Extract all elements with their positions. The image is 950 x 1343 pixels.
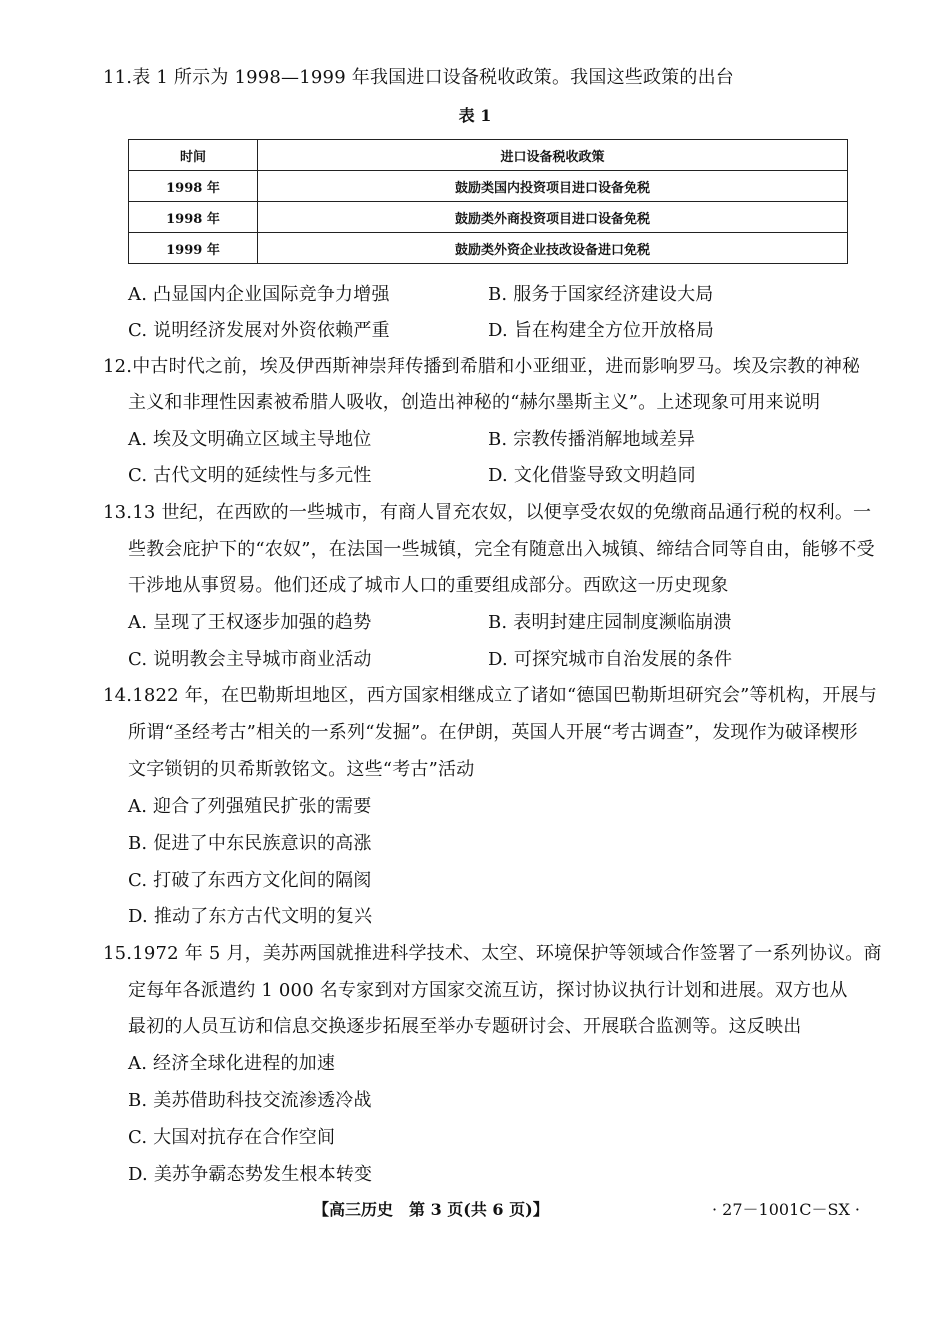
q15-option-b: B. 美苏借助科技交流渗透冷战	[128, 1090, 372, 1111]
table-cell-year: 1998 年	[129, 171, 258, 202]
q12-option-d: D. 文化借鉴导致文明趋同	[488, 465, 696, 486]
q12-option-c: C. 古代文明的延续性与多元性	[128, 465, 372, 486]
table-cell-year: 1999 年	[129, 233, 258, 264]
table-caption: 表 1	[458, 106, 492, 125]
q14-option-a: A. 迎合了列强殖民扩张的需要	[128, 796, 372, 817]
q15-stem-line: 15.1972 年 5 月，美苏两国就推进科学技术、太空、环境保护等领域合作签署了一系列协议。商	[103, 943, 882, 964]
q15-option-d: D. 美苏争霸态势发生根本转变	[128, 1164, 373, 1185]
table-cell-policy: 鼓励类外商投资项目进口设备免税	[258, 202, 848, 233]
q13-option-a: A. 呈现了王权逐步加强的趋势	[128, 612, 372, 633]
policy-table	[128, 139, 848, 264]
page-footer-code: · 27－1001C－SX ·	[712, 1200, 861, 1219]
page-footer-number: 【高三历史 第 3 页(共 6 页)】	[313, 1200, 549, 1219]
table-row	[129, 171, 848, 202]
header-time: 时间	[129, 140, 258, 171]
q12-stem-line: 12.中古时代之前，埃及伊西斯神崇拜传播到希腊和小亚细亚，进而影响罗马。埃及宗教的神秘	[103, 356, 861, 377]
q14-option-c: C. 打破了东西方文化间的隔阂	[128, 870, 372, 891]
q14-stem-line: 14.1822 年，在巴勒斯坦地区，西方国家相继成立了诸如“德国巴勒斯坦研究会”等机构，开展与	[103, 685, 877, 706]
q13-option-d: D. 可探究城市自治发展的条件	[488, 649, 733, 670]
q15-stem-line: 最初的人员互访和信息交换逐步拓展至举办专题研讨会、开展联合监测等。这反映出	[128, 1016, 802, 1037]
q11-option-b: B. 服务于国家经济建设大局	[488, 284, 714, 305]
q15-stem-line: 定每年各派遣约 1 000 名专家到对方国家交流互访，探讨协议执行计划和进展。双方也从	[128, 980, 848, 1001]
q14-stem-line: 文字锁钥的贝希斯敦铭文。这些“考古”活动	[128, 759, 475, 780]
q13-option-c: C. 说明教会主导城市商业活动	[128, 649, 372, 670]
q13-stem-line: 干涉地从事贸易。他们还成了城市人口的重要组成部分。西欧这一历史现象	[128, 575, 729, 596]
q14-option-d: D. 推动了东方古代文明的复兴	[128, 906, 373, 927]
table-cell-policy: 鼓励类外资企业技改设备进口免税	[258, 233, 848, 264]
q11-option-c: C. 说明经济发展对外资依赖严重	[128, 320, 390, 341]
q12-option-b: B. 宗教传播消解地域差异	[488, 429, 696, 450]
q12-option-a: A. 埃及文明确立区域主导地位	[128, 429, 372, 450]
table-row	[129, 202, 848, 233]
q11-option-d: D. 旨在构建全方位开放格局	[488, 320, 715, 341]
q14-stem-line: 所谓“圣经考古”相关的一系列“发掘”。在伊朗，英国人开展“考古调查”，发现作为破译楔形	[128, 722, 858, 743]
table-cell-policy: 鼓励类国内投资项目进口设备免税	[258, 171, 848, 202]
q15-option-c: C. 大国对抗存在合作空间	[128, 1127, 336, 1148]
q12-stem-line: 主义和非理性因素被希腊人吸收，创造出神秘的“赫尔墨斯主义”。上述现象可用来说明	[128, 392, 821, 413]
table-header-row	[129, 140, 848, 171]
table-row	[129, 233, 848, 264]
header-policy: 进口设备税收政策	[258, 140, 848, 171]
q15-option-a: A. 经济全球化进程的加速	[128, 1053, 336, 1074]
q13-stem-line: 13.13 世纪，在西欧的一些城市，有商人冒充农奴，以便享受农奴的免缴商品通行税的权利。一	[103, 502, 872, 523]
q11-stem: 11.表 1 所示为 1998—1999 年我国进口设备税收政策。我国这些政策的出台	[103, 67, 734, 88]
q13-stem-line: 些教会庇护下的“农奴”，在法国一些城镇，完全有随意出入城镇、缔结合同等自由，能够不受	[128, 539, 875, 560]
q11-option-a: A. 凸显国内企业国际竞争力增强	[128, 284, 390, 305]
table-cell-year: 1998 年	[129, 202, 258, 233]
q14-option-b: B. 促进了中东民族意识的高涨	[128, 833, 372, 854]
q13-option-b: B. 表明封建庄园制度濒临崩溃	[488, 612, 732, 633]
